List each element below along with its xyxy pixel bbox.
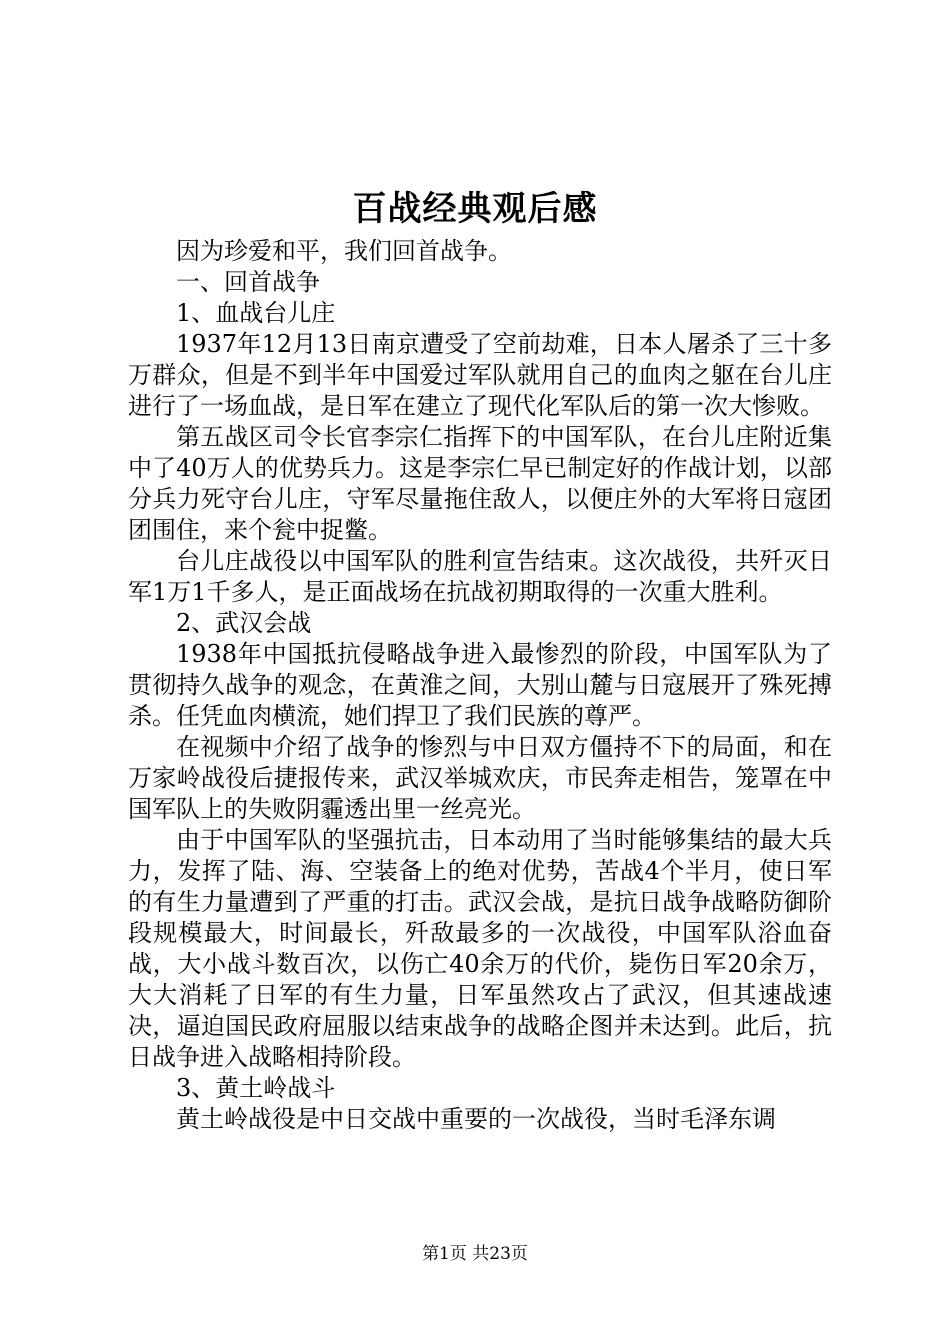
document-title: 百战经典观后感 <box>352 189 598 229</box>
body-paragraph: 由于中国军队的坚强抗击，日本动用了当时能够集结的最大兵力，发挥了陆、海、空装备上的绝对优势，苦战4个半月，使日军的有生力量遭到了严重的打击。武汉会战，是抗日战争战略防御阶段规模最大，时间最长，歼敌最多的一次战役，中国军队浴血奋战，大小战斗数百次，以伤亡40余万的代价，毙伤日军20余万，大大消耗了日军的有生力量，日军虽然攻占了武汉，但其速战速决，逼迫国民政府屈服以结束战争的战略企图并未达到。此后，抗日战争进入战略相持阶段。 <box>128 826 832 1071</box>
body-paragraph: 1938年中国抵抗侵略战争进入最惨烈的阶段，中国军队为了贯彻持久战争的观念，在黄淮之间，大别山麓与日寇展开了殊死搏杀。任凭血肉横流，她们捍卫了我们民族的尊严。 <box>128 640 832 730</box>
section-heading: 一、回首战争 <box>176 268 320 296</box>
subsection-heading: 3、黄土岭战斗 <box>176 1074 336 1102</box>
body-paragraph: 台儿庄战役以中国军队的胜利宣告结束。这次战役，共歼灭日军1万1千多人，是正面战场在抗战初期取得的一次重大胜利。 <box>128 547 832 606</box>
body-paragraph: 第五战区司令长官李宗仁指挥下的中国军队，在台儿庄附近集中了40万人的优势兵力。这是李宗仁早已制定好的作战计划，以部分兵力死守台儿庄，守军尽量拖住敌人，以便庄外的大军将日寇团团围住，来个瓮中捉鳖。 <box>128 423 832 544</box>
body-paragraph: 在视频中介绍了战争的惨烈与中日双方僵持不下的局面，和在万家岭战役后捷报传来，武汉举城欢庆，市民奔走相告，笼罩在中国军队上的失败阴霾透出里一丝亮光。 <box>128 733 832 823</box>
document-body <box>128 236 832 1135</box>
subsection-heading: 1、血战台儿庄 <box>176 299 336 327</box>
intro-paragraph: 因为珍爱和平，我们回首战争。 <box>176 237 512 265</box>
page-number-footer: 第1页 共23页 <box>422 1244 528 1264</box>
body-paragraph: 黄土岭战役是中日交战中重要的一次战役，当时毛泽东调 <box>176 1105 776 1133</box>
subsection-heading: 2、武汉会战 <box>176 609 312 637</box>
body-paragraph: 1937年12月13日南京遭受了空前劫难，日本人屠杀了三十多万群众，但是不到半年中国爱过军队就用自己的血肉之躯在台儿庄进行了一场血战，是日军在建立了现代化军队后的第一次大惨败。 <box>128 330 832 420</box>
